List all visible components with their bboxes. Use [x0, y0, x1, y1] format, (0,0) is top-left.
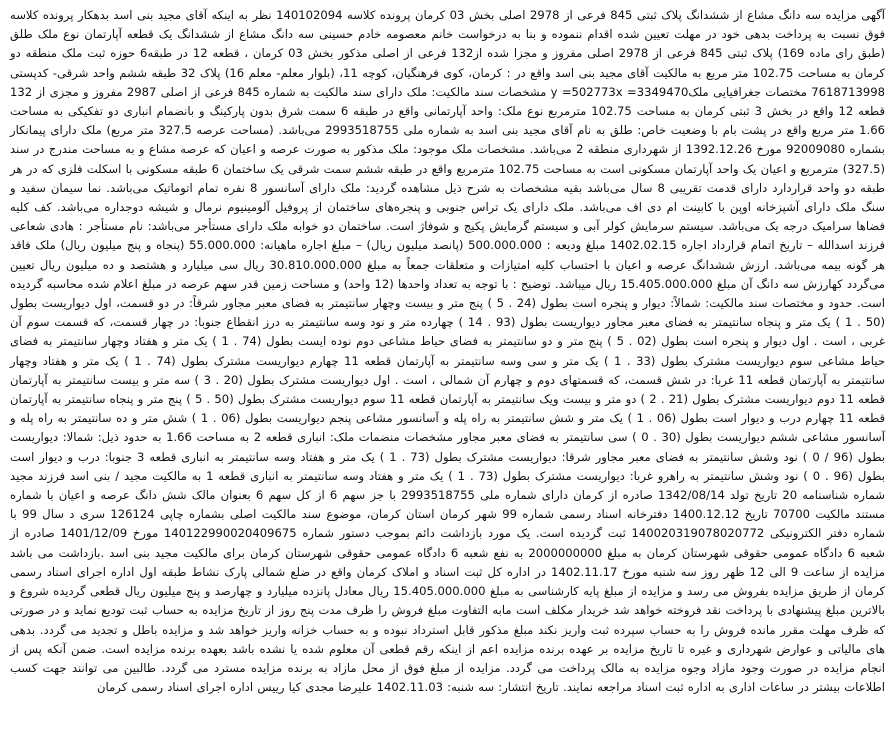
- auction-notice-body: آگهی مزایده سه دانگ مشاع از ششدانگ پلاک ثبتی 845 فرعی از 2978 اصلی بخش 03 کرمان پرونده کلاسه 140102094 نظر به اینکه آقای مجید بنی اسد بدهکار پرونده کلاسه فوق نسبت به پرداخت بدهی خود در مهلت تعیین شده اقدام ننموده و بنا به درخواست خانم معصومه خادم حسینی سه دانگ مشاع از ششدانگ یک قطعه آپارتمان نوع ملک طلق (طبق رای ماده 169) پلاک ثبتی 845 فرعی از 2978 اصلی مفروز و مجزا شده از132 فرعی از اصلی مذکور بخش 03 کرمان ، قطعه 12 در طبقه6 حوزه ثبت ملک منطقه دو کرمان به مساحت 102.75 متر مربع به مالکیت آقای مجید بنی اسد واقع در : کرمان، کوی فرهنگیان، کوچه 11، (بلوار معلم- معلم 16) پلاک 32 طبقه ششم واحد شرقی- کدپستی 7618713998 مختصات جغرافیایی ملک3349470= y =502773x مشخصات سند مالکیت: ملک دارای سند مالکیت به شماره 845 فرعی از اصلی 2987 مفروز و مجزی از 132 قطعه 12 واقع در بخش 3 ثبتی کرمان به مساحت 102.75 مترمربع نوع ملک: واحد آپارتمانی واقع در طبقه 6 سمت شرق بدون پارکینگ و بانضمام انباری دو تفکیکی به مساحت 1.66 متر مربع واقع در پشت بام با وضعیت خاص: طلق به نام آقای مجید بنی اسد به شماره ملی 2993518755 می‌باشد. (مساحت عرصه 327.5 متر مربع) ملک دارای پیمانکار بشماره 92009080 مورخ 1392.12.26 از شهرداری منطقه 2 می‌باشد. مشخصات ملک موجود: ملک مذکور به صورت عرصه و اعیان که عرصه مشاع و به مساحت مندرج در سند (327.5) مترمربع و اعیان یک واحد آپارتمان مسکونی است به مساحت 102.75 مترمربع واقع در طبقه ششم سمت شرقی یک ساختمان 6 طبقه مسکونی با اسکلت فلزی که در هر طبقه دو واحد قراردارد دارای قدمت تقریبی 8 سال می‌باشد بقیه مشخصات به شرح ذیل مشاهده گردید: ملک دارای آسانسور 8 نفره تمام اتوماتیک می‌باشد. نما سیمان سفید و سنگ ملک دارای آشپزخانه اوپن با کابینت ام دی اف می‌باشد. ملک دارای یک تراس جنوبی و پنجره‌های ساختمان از پروفیل آلومینیوم نرمال و شیشه دوجداره می‌باشد. کف کلیه فضاها سرامیک درجه یک می‌باشد. سیستم سرمایش کولر آبی و سیستم گرمایش پکیج و شوفاژ است. ساختمان دو خوابه ملک دارای مستأجر می‌باشد: نام مستأجر : هادی شعاعی فرزند اسدالله – تاریخ اتمام قرارداد اجاره 1402.02.15 مبلغ ودیعه : 500.000.000 (پانصد میلیون ریال) – مبلغ اجاره ماهیانه: 55.000.000 (پنجاه و پنج میلیون ریال) ملک فاقد هر گونه بیمه می‌باشد. ارزش ششدانگ عرصه و اعیان با احتساب کلیه امتیازات و متعلقات جمعاً به مبلغ 30.810.000.000 ریال سی میلیارد و هشتصد و ده میلیون ریال تعیین می‌گردد کهارزش سه دانگ آن مبلغ 15.405.000.000 ریال میباشد. توضیح : با توجه به تعداد واحدها (12 واحد) و مساحت زمین قدر سهم عرصه در مبلغ اعلام شده محاسبه گردیده است. حدود و مختصات سند مالکیت: شمالاً: دیوار و پنجره است بطول (24 . 5 ) پنج متر و بیست وچهار سانتیمتر به فضای معبر مجاور شرقاً: در دو قسمت، اول دیواریست بطول (50 . 1 ) یک متر و پنجاه سانتیمتر به فضای معبر مجاور دیواریست بطول (93 . 14 ) چهارده متر و نود وسه سانتیمتر به درز انقطاع جنوبا: در چهار قسمت، که قسمت سوم آن غربی ، است . اول دیوار و پنجره است بطول (02 . 5 ) پنج متر و دو سانتیمتر به فضای حیاط مشاعی دوم نوده ایست بطول (74 . 1 ) یک متر و هفتاد وچهار سانتیمتر به فضای حیاط مشاعی سوم دیواریست مشترک بطول (33 . 1 ) یک متر و سی وسه سانتیمتر به آپارتمان قطعه 11 چهارم دیواریست مشترک بطول (74 . 1 ) یک متر و هفتاد وچهار سانتیمتر به آپارتمان قطعه 11 غربا: در شش قسمت، که قسمتهای دوم و چهارم آن شمالی ، است . اول دیواریست مشترک بطول (20 . 3 ) سه متر و بیست سانتیمتر به آپارتمان قطعه 11 دوم دیواریست مشترک بطول (21 . 2 ) دو متر و بیست ویک سانتیمتر به آپارتمان قطعه 11 سوم دیواریست مشترک بطول (50 . 5 ) پنج متر و پنجاه سانتیمتر به آپارتمان قطعه 11 چهارم درب و دیوار است بطول (06 . 1 ) یک متر و شش سانتیمتر به راه پله و آسانسور مشاعی پنجم دیواریست بطول (06 . 1 ) شش متر و ده سانتیمتر به راه پله و آسانسور مشاعی ششم دیواریست بطول (30 . 0 ) سی سانتیمتر به فضای معبر مجاور مشخصات منضمات ملک: انباری قطعه 2 به مساحت 1.66 به حدود ذیل: شمالا: دیواریست بطول (96 / 0 ) نود وشش سانتیمتر به فضای معبر مجاور شرقا: دیواریست مشترک بطول (73 . 1 ) یک متر و هفتاد وسه سانتیمتر به انباری قطعه 3 جنوبا: درب و دیوار است بطول (96 . 0 ) نود وشش سانتیمتر به راهرو غربا: دیواریست مشترک بطول (73 . 1 ) یک متر و هفتاد وسه سانتیمتر به انباری قطعه 1 به مالکیت مجید / بنی اسد فرزند مجید شماره شناسنامه 20 تاریخ تولد 1342/08/14 صادره از کرمان دارای شماره ملی 2993518755 با جز سهم 6 از کل سهم 6 بعنوان مالک شش دانگ عرصه و اعیان با شماره مستند مالکیت 70700 تاریخ 1400.12.12 دفترخانه اسناد رسمی شماره 99 شهر کرمان استان کرمان، موضوع سند مالکیت اصلی بشماره چاپی 126124 سری د سال 99 با شماره دفتر الکترونیکی 140020319078020772 ثبت گردیده است. یک مورد بازداشت دائم بموجب دستور شماره 140122990020409675 مورخ 1401/12/09 صادره از شعبه 6 دادگاه عمومی حقوقی شهرستان کرمان به مبلغ 2000000000 به نفع شعبه 6 دادگاه عمومی حقوقی شهرستان کرمان برای مالکیت مجید بنی اسد .بازداشت می باشد مزایده از ساعت 9 الی 12 ظهر روز سه شنبه مورخ 1402.11.17 در اداره کل ثبت اسناد و املاک کرمان واقع در ضلع شمالی پارک نشاط طبقه اول اداره اجرای اسناد رسمی کرمان از طریق مزایده بفروش می رسد و مزایده از مبلغ پایه کارشناسی به مبلغ 15.405.000.000 ریال معادل پانزده میلیارد و چهارصد و پنج میلیون ریال قطعی گردیده شروع و بالاترین مبلغ پیشنهادی با پرداخت نقد فروخته خواهد شد خریدار مکلف است مابه التفاوت مبلغ فروش را ظرف مدت پنج روز از تاریخ مزایده به حساب ثبت تودیع نماید و در صورتی که ظرف مهلت مقرر مانده فروش را به حساب سپرده ثبت واریز نکند مبلغ مذکور قابل استرداد نبوده و به حساب خزانه واریز خواهد شد و مزایده باطل و تجدید می گردد. بدهی های مالیاتی و عوارض شهرداری و غیره تا تاریخ مزایده بر عهده برنده مزایده اعم از اینکه رقم قطعی آن معلوم شده یا نشده باشد بعهده برنده مزایده است. ضمن آنکه پس از انجام مزایده در صورت وجود مازاد وجوه مزایده به مالک پرداخت می گردد. مزایده از مبلغ فوق از محل مازاد به برنده مزایده مسترد می گردد. طالبین می توانند جهت کسب اطلاعات بیشتر در ساعات اداری به اداره ثبت اسناد مراجعه نمایند. تاریخ انتشار: سه شنبه: 1402.11.03 علیرضا مجدی کیا رییس اداره اجرای اسناد رسمی کرمان: [10, 8, 886, 695]
